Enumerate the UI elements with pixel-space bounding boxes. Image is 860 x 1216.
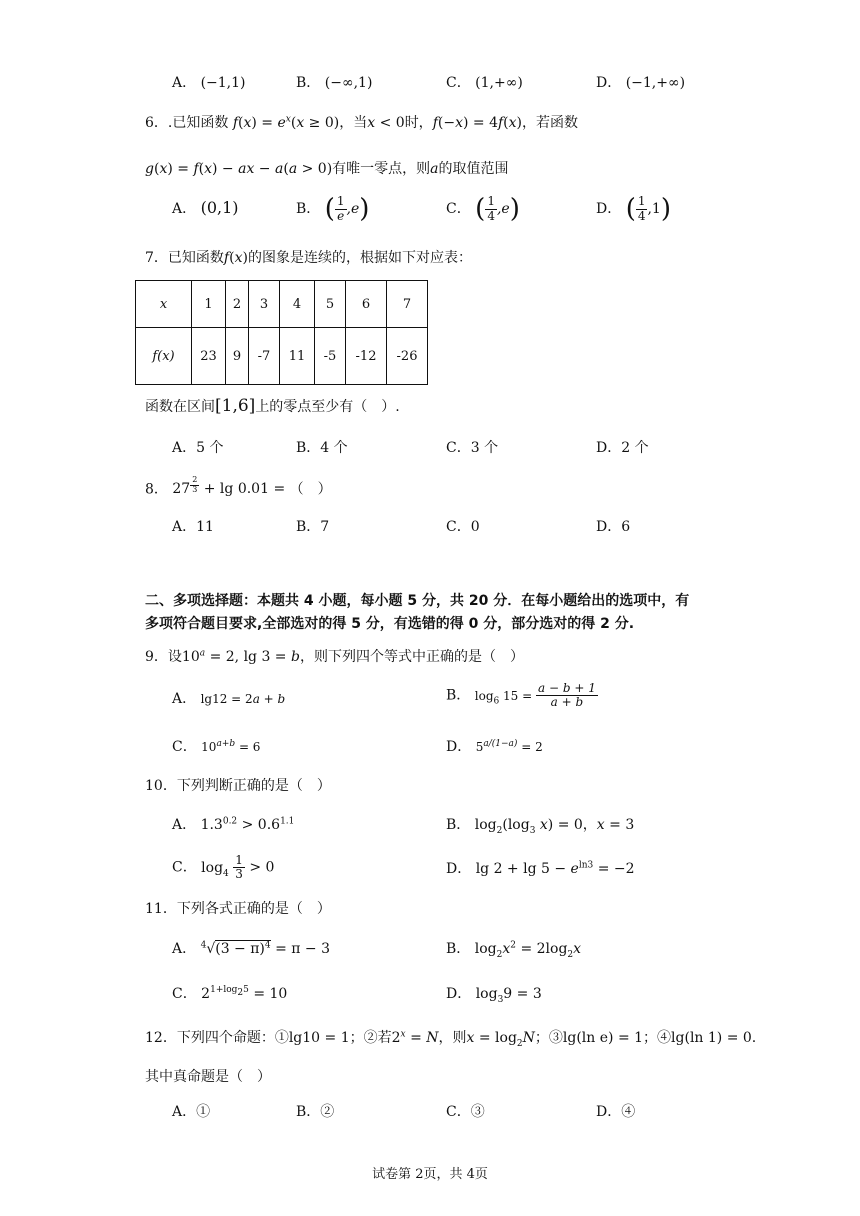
table-cell: -12 (346, 328, 387, 385)
table-cell: 1 (192, 281, 226, 328)
table-cell: 2 (226, 281, 249, 328)
table-cell: 4 (280, 281, 315, 328)
q7-option-a[interactable]: A．5 个 (172, 440, 224, 456)
q9-option-d[interactable]: D． $5^{a/(1-a)} = 2$ (446, 739, 543, 755)
q8-option-a[interactable]: A．11 (172, 519, 214, 535)
q11-option-c[interactable]: C． $2^{1+log_25} = 10$ (172, 985, 288, 1002)
q5-option-a[interactable]: A． (−1,1) (172, 75, 246, 91)
table-cell: 3 (249, 281, 280, 328)
q10-option-b[interactable]: B． $\log_2(\log_3$ x) = 0，x = 3 (446, 817, 635, 836)
q10-option-a[interactable]: A． $1.3^{0.2} > 0.6^{1.1}$ (172, 816, 295, 833)
table-header-fx: f(x) (136, 328, 192, 385)
q9-option-a[interactable]: A． lg12 = 2a + b (172, 691, 286, 707)
q8-option-b[interactable]: B．7 (296, 519, 330, 535)
q12-option-b[interactable]: B．② (296, 1104, 335, 1120)
q12-option-c[interactable]: C．③ (446, 1104, 485, 1120)
table-cell: 7 (387, 281, 428, 328)
table-cell: 9 (226, 328, 249, 385)
q8-option-c[interactable]: C．0 (446, 519, 480, 535)
q6-number: 6． (145, 115, 168, 131)
table-cell: 23 (192, 328, 226, 385)
table-cell: 6 (346, 281, 387, 328)
table-cell: 5 (315, 281, 346, 328)
table-cell: 11 (280, 328, 315, 385)
q12-option-a[interactable]: A．① (172, 1104, 211, 1120)
q9-option-b[interactable]: B． $\log_6 15$ = $\frac{a - b + 1}{a + b}$ (446, 681, 596, 710)
q9-option-c[interactable]: C． $10^{a+b} = 6$ (172, 739, 261, 755)
table-cell: -5 (315, 328, 346, 385)
q6-option-d[interactable]: D． ( $\frac{1}{4}$ ,1) (596, 194, 671, 224)
q7-option-b[interactable]: B．4 个 (296, 440, 348, 456)
table-cell: -26 (387, 328, 428, 385)
table-cell: -7 (249, 328, 280, 385)
q5-option-c[interactable]: C． (1,+∞) (446, 75, 523, 91)
q6-option-c[interactable]: C． ( $\frac{1}{4}$ ,e) (446, 194, 520, 224)
q10-option-c[interactable]: C． $\log_4$ $\frac{1}{3}$ > 0 (172, 853, 275, 882)
q6-option-a[interactable]: A． (0,1) (172, 198, 239, 217)
q8-option-d[interactable]: D．6 (596, 519, 631, 535)
q7-option-d[interactable]: D．2 个 (596, 440, 649, 456)
q5-option-d[interactable]: D． (−1,+∞) (596, 75, 686, 91)
q6-option-b[interactable]: B． ( $\frac{1}{e}$ ,e) (296, 194, 370, 224)
q11-option-d[interactable]: D． $\log_39 = 3$ (446, 986, 542, 1005)
table-row (136, 281, 428, 328)
q11-option-a[interactable]: A． $^4√(3 - \pi)^4 = \pi - 3$ (172, 940, 331, 957)
q12-option-d[interactable]: D．④ (596, 1104, 636, 1120)
page-footer: 试卷第 2页，共 4页 (372, 1167, 488, 1182)
table-header-x: x (136, 281, 192, 328)
table-row (136, 328, 428, 385)
q6-formula-1: f (232, 115, 239, 131)
q8-formula: 27 $^{\frac{2}{3}}$ + lg 0.01 = (172, 475, 286, 498)
q11-option-b[interactable]: B． $\log_2x^2 = 2\log_2x$ (446, 940, 582, 960)
q7-value-table (135, 280, 428, 385)
q7-option-c[interactable]: C．3 个 (446, 440, 499, 456)
q10-option-d[interactable]: D． $\lg 2 + \lg 5 - e^{ln3} = -2$ (446, 860, 635, 877)
q5-option-b[interactable]: B． (−∞,1) (296, 75, 373, 91)
